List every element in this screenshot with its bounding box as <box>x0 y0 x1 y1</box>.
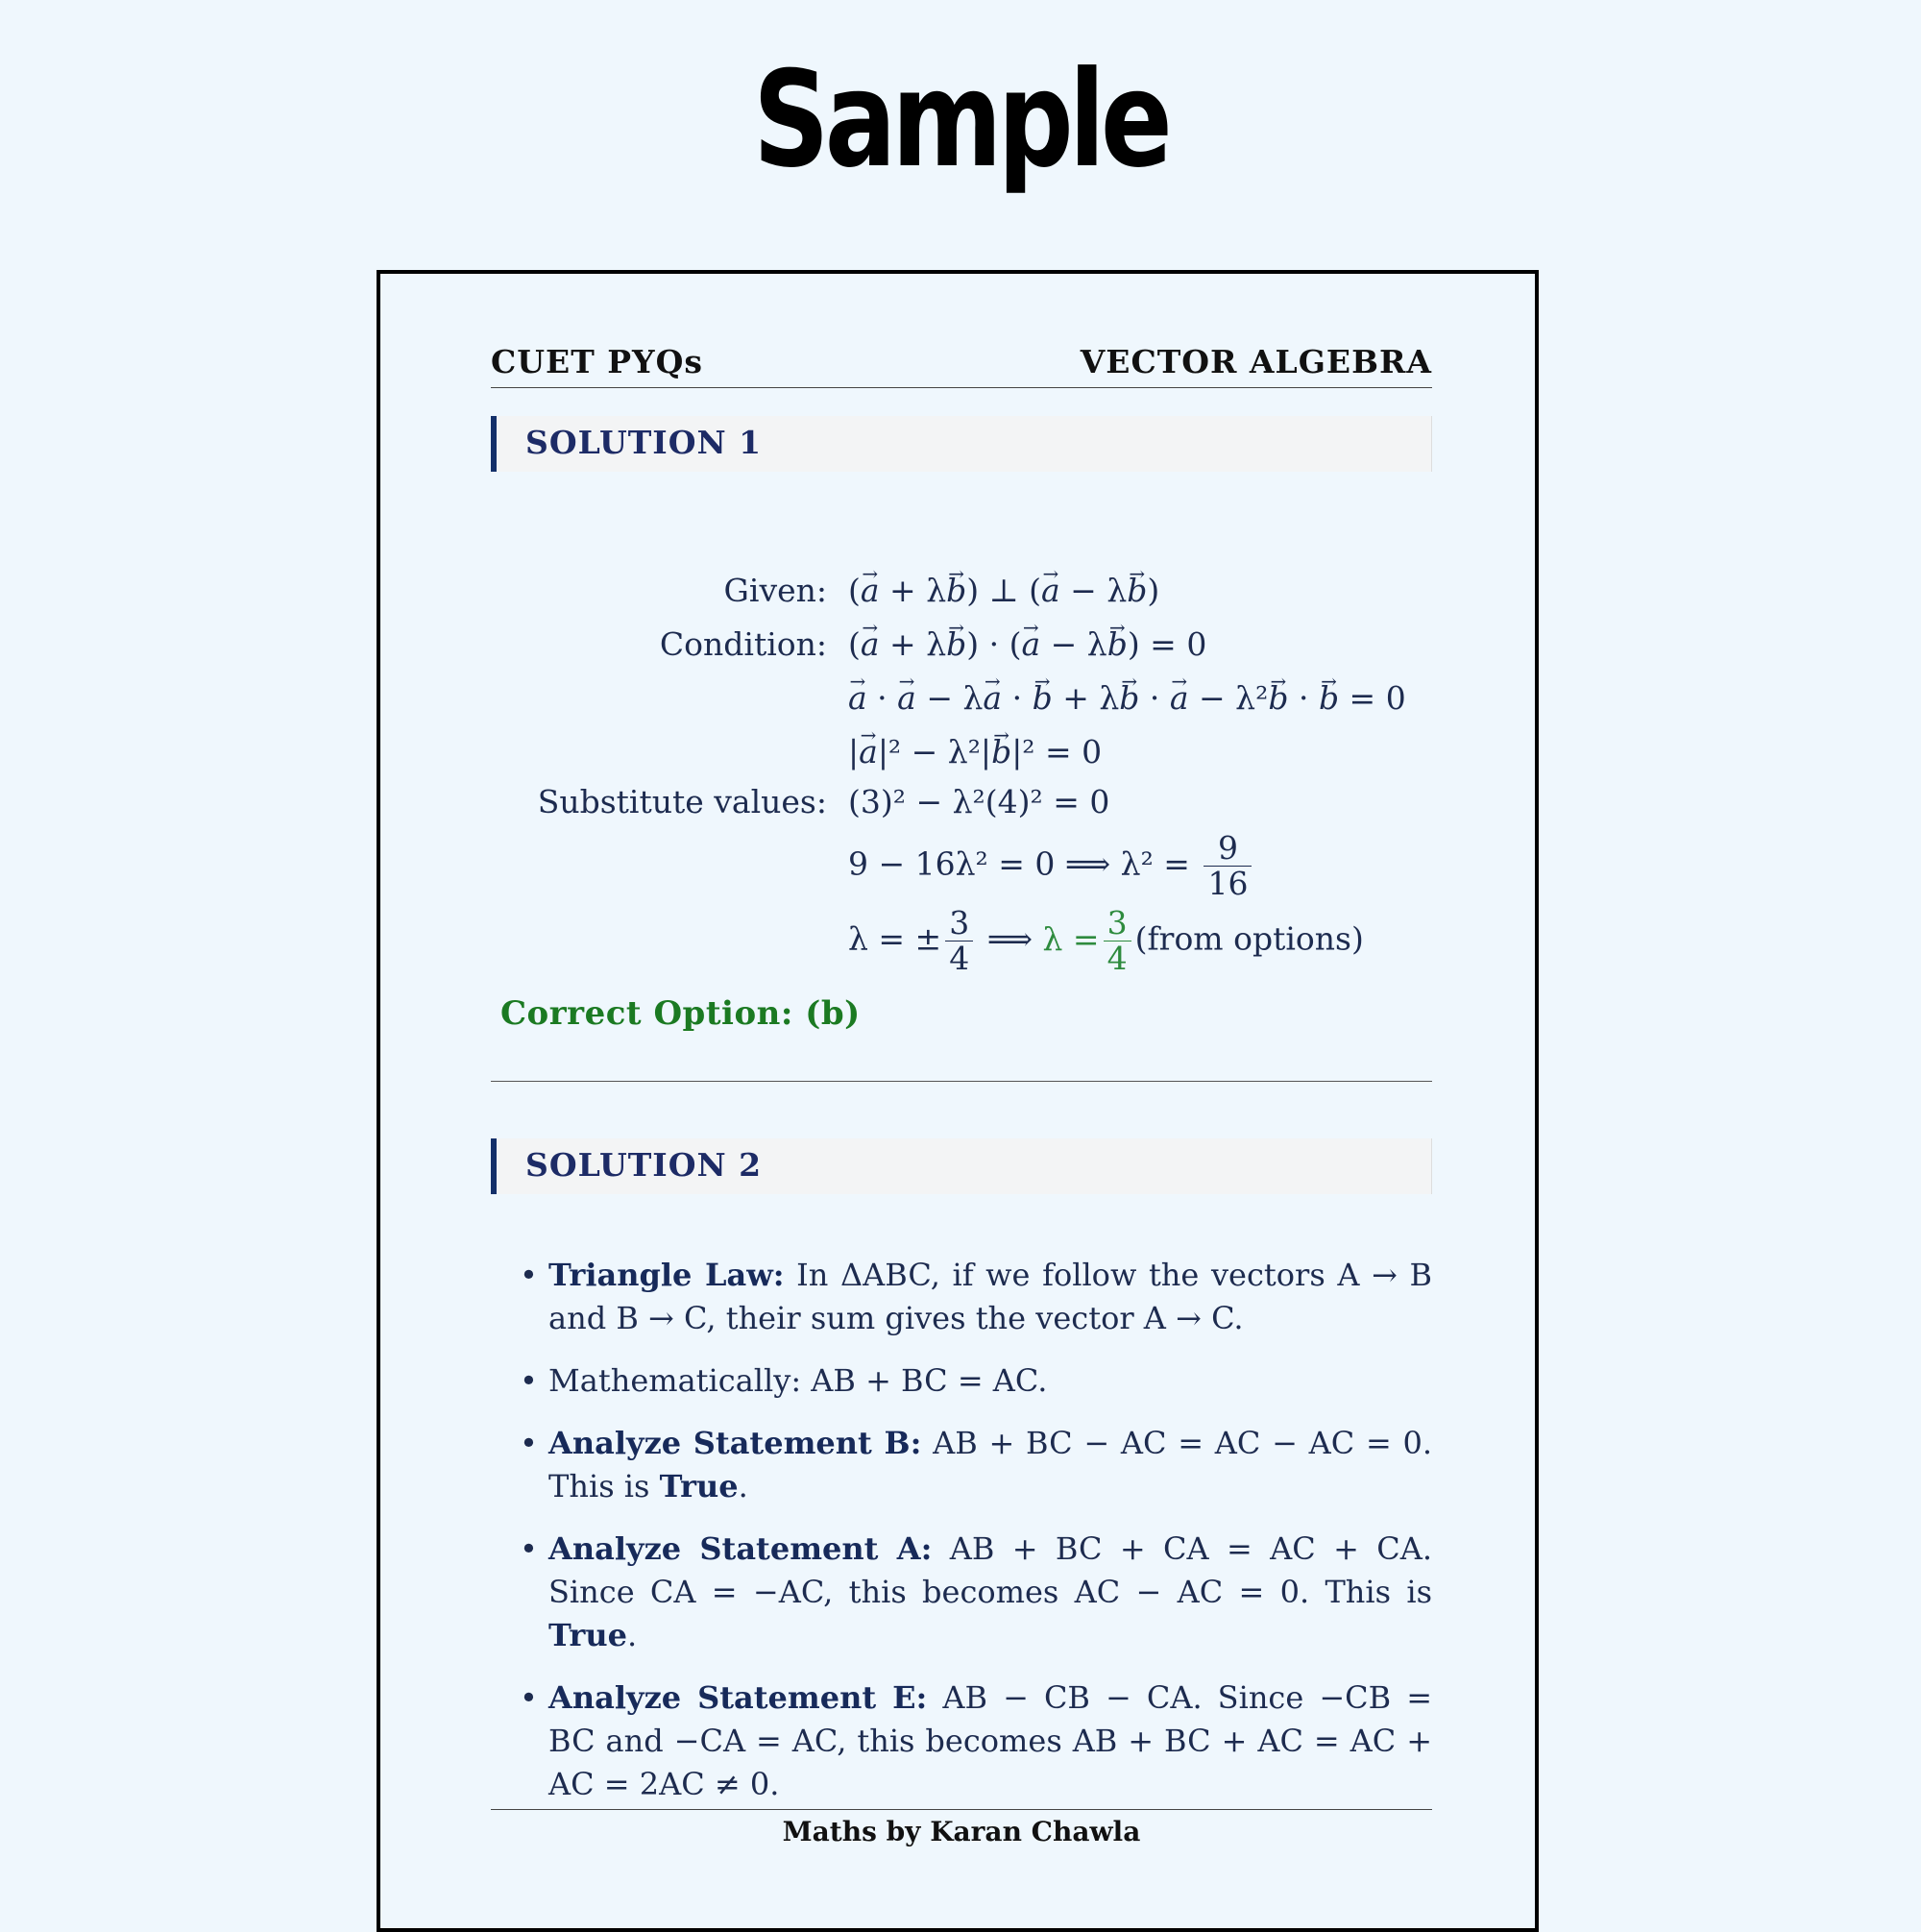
header-left: CUET PYQs <box>491 343 703 380</box>
sample-watermark-title: Sample <box>753 42 1168 197</box>
page-header <box>491 343 1432 388</box>
solution-2-title: SOLUTION 2 <box>525 1146 763 1184</box>
fraction-3-4: $\frac{3}{4}$ <box>945 906 973 976</box>
solution-1-title: SOLUTION 1 <box>525 424 763 461</box>
list-item: • Analyze Statement E: AB − CB − CA. Since −CB = BC and −CA = AC, this becomes AB + BC + AC = AC + AC = 2AC ≠ 0. <box>491 1676 1432 1806</box>
equation-line-1: (→ a + λ→ b) ⊥ (→ a − λ→ b) <box>848 572 1159 610</box>
list-item: • Analyze Statement A: AB + BC + CA = AC + CA. Since CA = −AC, this becomes AC − AC = 0. This is True. <box>491 1528 1432 1657</box>
section-divider <box>491 1081 1432 1082</box>
fraction-9-16: $\frac{9}{16}$ <box>1204 831 1252 901</box>
answer-lambda: λ = $\frac{3}{4}$ <box>1043 920 1135 958</box>
substitute-label: Substitute values: <box>537 783 827 820</box>
solution-2-heading <box>491 1138 1432 1194</box>
given-label: Given: <box>723 572 827 609</box>
list-item: • Mathematically: AB + BC = AC. <box>491 1359 1432 1403</box>
solution-1-heading <box>491 416 1432 472</box>
condition-label: Condition: <box>659 625 827 663</box>
list-item: • Triangle Law: In ΔABC, if we follow the vectors A → B and B → C, their sum gives the vector A → C. <box>491 1254 1432 1340</box>
header-right: VECTOR ALGEBRA <box>1080 343 1432 380</box>
list-item: • Analyze Statement B: AB + BC − AC = AC − AC = 0. This is True. <box>491 1422 1432 1508</box>
equation-line-7: λ = ± $\frac{3}{4}$ ⟹ λ = $\frac{3}{4}$ (from options) <box>848 904 1364 977</box>
eq6-left: 9 − 16λ² = 0 ⟹ λ² = <box>848 844 1190 883</box>
equation-line-5: (3)² − λ²(4)² = 0 <box>848 783 1110 820</box>
page-footer: Maths by Karan Chawla <box>491 1809 1432 1847</box>
equation-line-6 <box>848 831 1255 901</box>
correct-option: Correct Option: (b) <box>500 994 861 1033</box>
equation-line-2: (→ a + λ→ b) · (→ a − λ→ b) = 0 <box>848 625 1206 664</box>
document-page <box>377 270 1539 1932</box>
equation-line-3: → a · → a − λ→ a · → b + λ→ b · → a − λ²→ b · → b = 0 <box>848 679 1406 718</box>
solution-2-points <box>491 1254 1432 1825</box>
equation-line-4: |→ a|² − λ²|→ b|² = 0 <box>848 733 1102 771</box>
